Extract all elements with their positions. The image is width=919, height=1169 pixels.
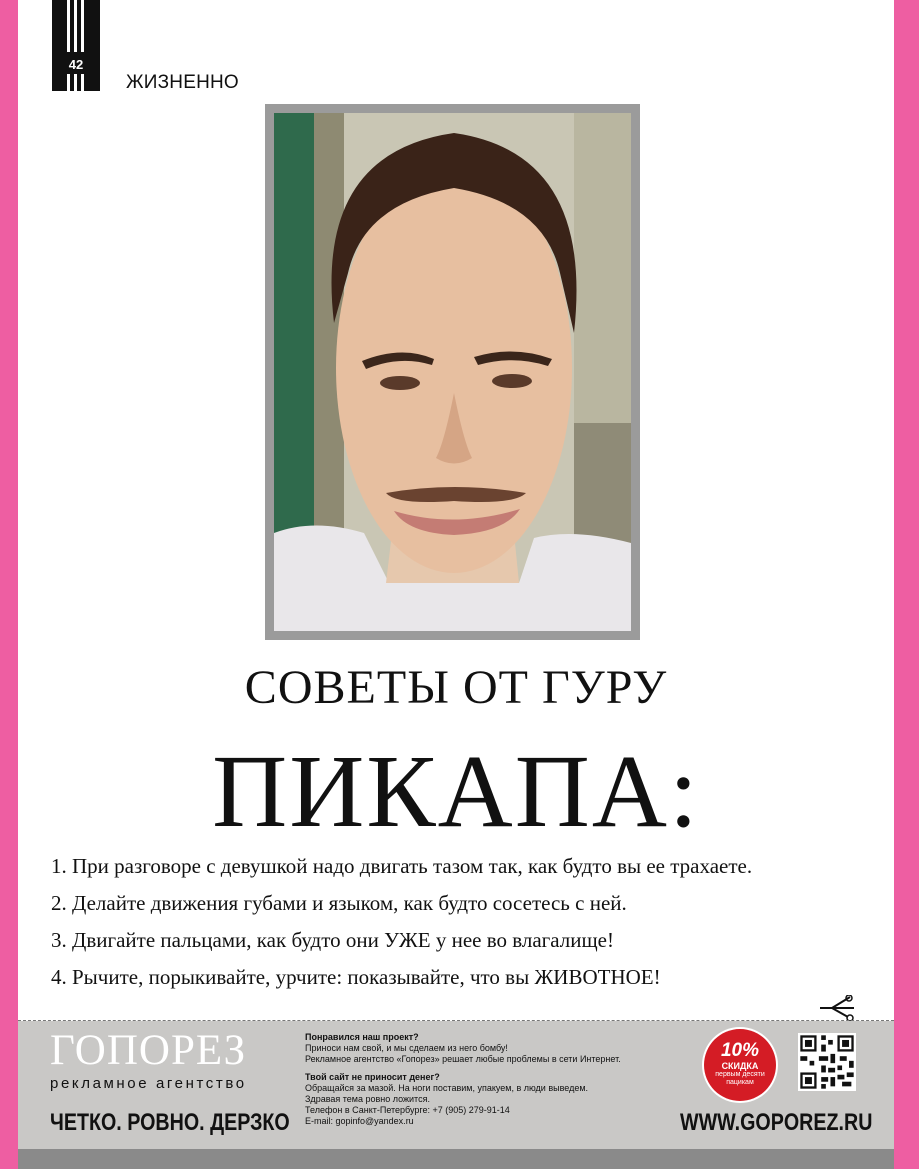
discount-percent: 10% xyxy=(720,1040,760,1061)
ad-question: Твой сайт не приносит денег? xyxy=(305,1072,440,1082)
scissors-icon xyxy=(818,995,856,1021)
ad-phone: Телефон в Санкт-Петербурге: +7 (905) 279-91-14 xyxy=(305,1105,510,1115)
agency-website-link[interactable]: WWW.GOPOREZ.RU xyxy=(680,1109,873,1136)
ad-footer xyxy=(18,1021,894,1149)
portrait-photo xyxy=(274,113,631,631)
section-title: ЖИЗНЕННО xyxy=(126,72,239,93)
ad-line: Обращайся за мазой. На ноги поставим, упакуем, в люди выведем. xyxy=(305,1083,589,1093)
ad-text xyxy=(305,1032,715,1127)
discount-sub: первым десяти пацикам xyxy=(715,1071,765,1086)
discount-badge xyxy=(704,1029,776,1101)
tab-stripe xyxy=(67,0,70,52)
headline-line-1: СОВЕТЫ ОТ ГУРУ xyxy=(244,661,668,714)
tab-stripe xyxy=(81,74,84,91)
agency-subtitle: рекламное агентство xyxy=(50,1075,247,1092)
tab-stripe xyxy=(74,74,77,91)
magazine-page xyxy=(18,0,894,1169)
agency-logo: ГОПОРЕЗ xyxy=(50,1027,247,1074)
tips-list xyxy=(51,850,752,998)
ad-line: Здравая тема ровно ложится. xyxy=(305,1094,430,1104)
list-item: 2. Делайте движения губами и языком, как будто сосетесь с ней. xyxy=(51,891,627,915)
tab-stripe xyxy=(81,0,84,52)
discount-label: СКИДКА xyxy=(721,1061,759,1071)
page-number-tab xyxy=(52,0,100,91)
list-item: 3. Двигайте пальцами, как будто они УЖЕ у нее во влагалище! xyxy=(51,928,614,952)
ad-question: Понравился наш проект? xyxy=(305,1032,419,1042)
agency-motto: ЧЕТКО. РОВНО. ДЕРЗКО xyxy=(50,1109,290,1136)
ad-line: Приноси нам свой, и мы сделаем из него бомбу! xyxy=(305,1043,508,1053)
headline-line-2: ПИКАПА: xyxy=(212,734,700,849)
portrait-illustration xyxy=(274,113,631,631)
page-number: 42 xyxy=(68,57,84,72)
list-item: 4. Рычите, порыкивайте, урчите: показывайте, что вы ЖИВОТНОЕ! xyxy=(51,965,661,989)
tab-stripe xyxy=(74,0,77,52)
ad-line: Рекламное агентство «Гопорез» решает любые проблемы в сети Интернет. xyxy=(305,1054,621,1064)
ad-email: E-mail: gopinfo@yandex.ru xyxy=(305,1116,414,1126)
portrait-frame xyxy=(265,104,640,640)
bottom-band xyxy=(18,1149,894,1169)
list-item: 1. При разговоре с девушкой надо двигать тазом так, как будто вы ее трахаете. xyxy=(51,854,753,878)
tab-stripe xyxy=(67,74,70,91)
qr-code-icon xyxy=(798,1033,856,1091)
